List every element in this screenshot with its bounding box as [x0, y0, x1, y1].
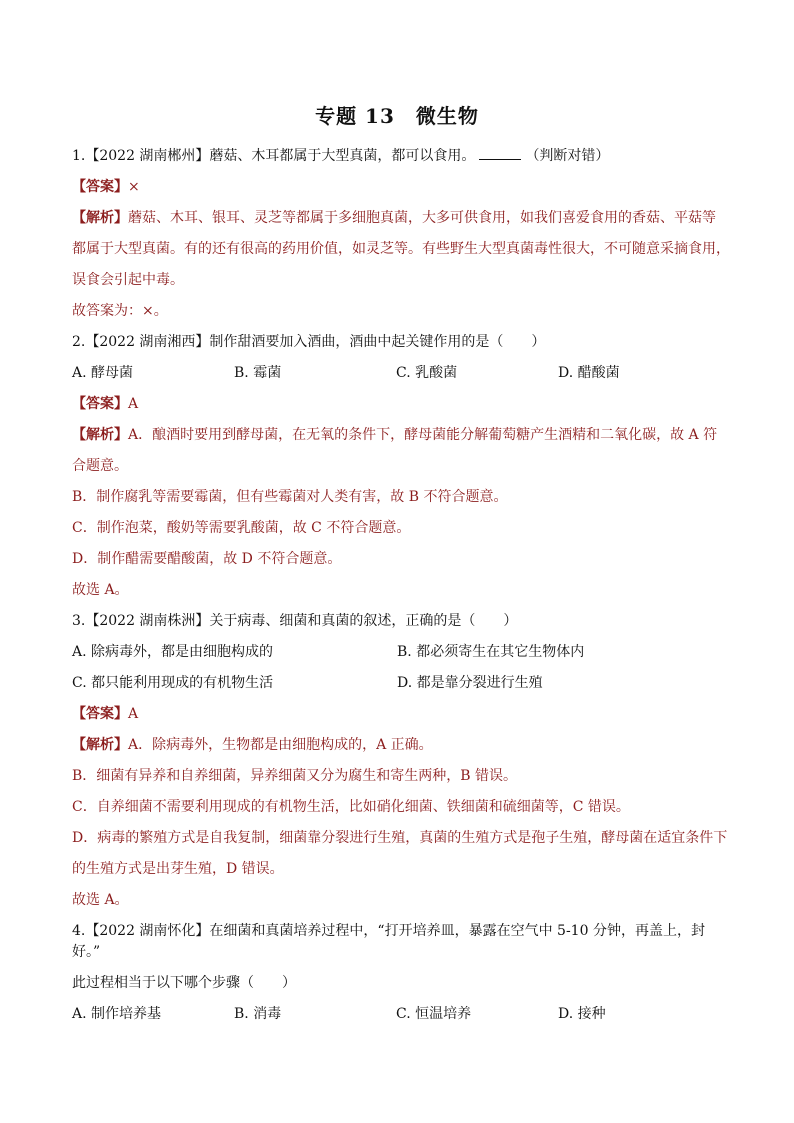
answer-value: A	[128, 396, 139, 412]
question-2-options	[72, 358, 732, 389]
analysis-tag: 【解析】	[72, 737, 128, 753]
analysis-2-b: B．制作腐乳等需要霉菌，但有些霉菌对人类有害，故 B 不符合题意。	[72, 489, 508, 505]
answer-blank	[479, 145, 521, 160]
analysis-1-cont: 误食会引起中毒。	[72, 272, 184, 288]
document-body	[72, 140, 732, 1030]
conclusion-2: 故选 A。	[72, 582, 129, 598]
question-2: 2.【2022 湖南湘西】制作甜酒要加入酒曲，酒曲中起关键作用的是（ ）	[72, 334, 546, 350]
question-3-options-row-1	[72, 637, 732, 668]
answer-tag: 【答案】	[72, 706, 128, 722]
analysis-2-d: D．制作醋需要醋酸菌，故 D 不符合题意。	[72, 551, 342, 567]
answer-tag: 【答案】	[72, 179, 128, 195]
option-d: D. 都是靠分裂进行生殖	[397, 675, 543, 691]
conclusion-3: 故选 A。	[72, 892, 129, 908]
question-4-options	[72, 999, 732, 1030]
option-a: A. 除病毒外，都是由细胞构成的	[72, 644, 274, 660]
option-c: C. 乳酸菌	[396, 365, 458, 381]
option-a: A. 酵母菌	[72, 365, 134, 381]
answer-tag: 【答案】	[72, 396, 128, 412]
option-b: B. 都必须寄生在其它生物体内	[397, 644, 585, 660]
question-4-cont: 此过程相当于以下哪个步骤（ ）	[72, 975, 296, 991]
question-4: 4.【2022 湖南怀化】在细菌和真菌培养过程中，“打开培养皿，暴露在空气中 5-10 分钟，再盖上，封好。”	[72, 923, 705, 960]
question-3-options-row-2	[72, 668, 732, 699]
analysis-tag: 【解析】	[72, 427, 128, 443]
option-c: C. 恒温培养	[396, 1006, 472, 1022]
conclusion-1: 故答案为：×。	[72, 303, 168, 319]
option-b: B. 消毒	[234, 1006, 282, 1022]
analysis-3-d-cont: 的生殖方式是出芽生殖，D 错误。	[72, 861, 284, 877]
answer-1	[72, 172, 732, 203]
question-1-suffix: （判断对错）	[525, 148, 610, 164]
option-c: C. 都只能利用现成的有机物生活	[72, 675, 274, 691]
analysis-2-c: C．制作泡菜，酸奶等需要乳酸菌，故 C 不符合题意。	[72, 520, 411, 536]
answer-3	[72, 699, 732, 730]
analysis-text: A．除病毒外，生物都是由细胞构成的，A 正确。	[128, 737, 433, 753]
analysis-text: 蘑菇、木耳、银耳、灵芝等都属于多细胞真菌，大多可供食用，如我们喜爱食用的香菇、平菇等	[128, 210, 716, 226]
question-1	[72, 140, 732, 172]
analysis-1	[72, 203, 732, 234]
answer-value: A	[128, 706, 139, 722]
analysis-2	[72, 420, 732, 451]
analysis-3	[72, 730, 732, 761]
page-title: 专题 13 微生物	[315, 104, 479, 128]
analysis-1-cont: 都属于大型真菌。有的还有很高的药用价值，如灵芝等。有些野生大型真菌毒性很大，不可随意采摘食用，	[72, 241, 730, 257]
option-a: A. 制作培养基	[72, 1006, 162, 1022]
option-d: D. 接种	[558, 1006, 606, 1022]
question-1-text: 1.【2022 湖南郴州】蘑菇、木耳都属于大型真菌，都可以食用。	[72, 148, 476, 164]
option-b: B. 霉菌	[234, 365, 282, 381]
analysis-3-d: D．病毒的繁殖方式是自我复制，细菌靠分裂进行生殖，真菌的生殖方式是孢子生殖，酵母菌在适宜条件下	[72, 830, 728, 846]
analysis-3-c: C．自养细菌不需要利用现成的有机物生活，比如硝化细菌、铁细菌和硫细菌等，C 错误。	[72, 799, 630, 815]
answer-value: ×	[128, 179, 140, 195]
analysis-tag: 【解析】	[72, 210, 128, 226]
analysis-text: A．酿酒时要用到酵母菌，在无氧的条件下，酵母菌能分解葡萄糖产生酒精和二氧化碳，故 A 符	[128, 427, 718, 443]
answer-2	[72, 389, 732, 420]
question-3: 3.【2022 湖南株洲】关于病毒、细菌和真菌的叙述，正确的是（ ）	[72, 613, 518, 629]
option-d: D. 醋酸菌	[558, 365, 620, 381]
analysis-2-cont: 合题意。	[72, 458, 128, 474]
analysis-3-b: B．细菌有异养和自养细菌，异养细菌又分为腐生和寄生两种，B 错误。	[72, 768, 518, 784]
